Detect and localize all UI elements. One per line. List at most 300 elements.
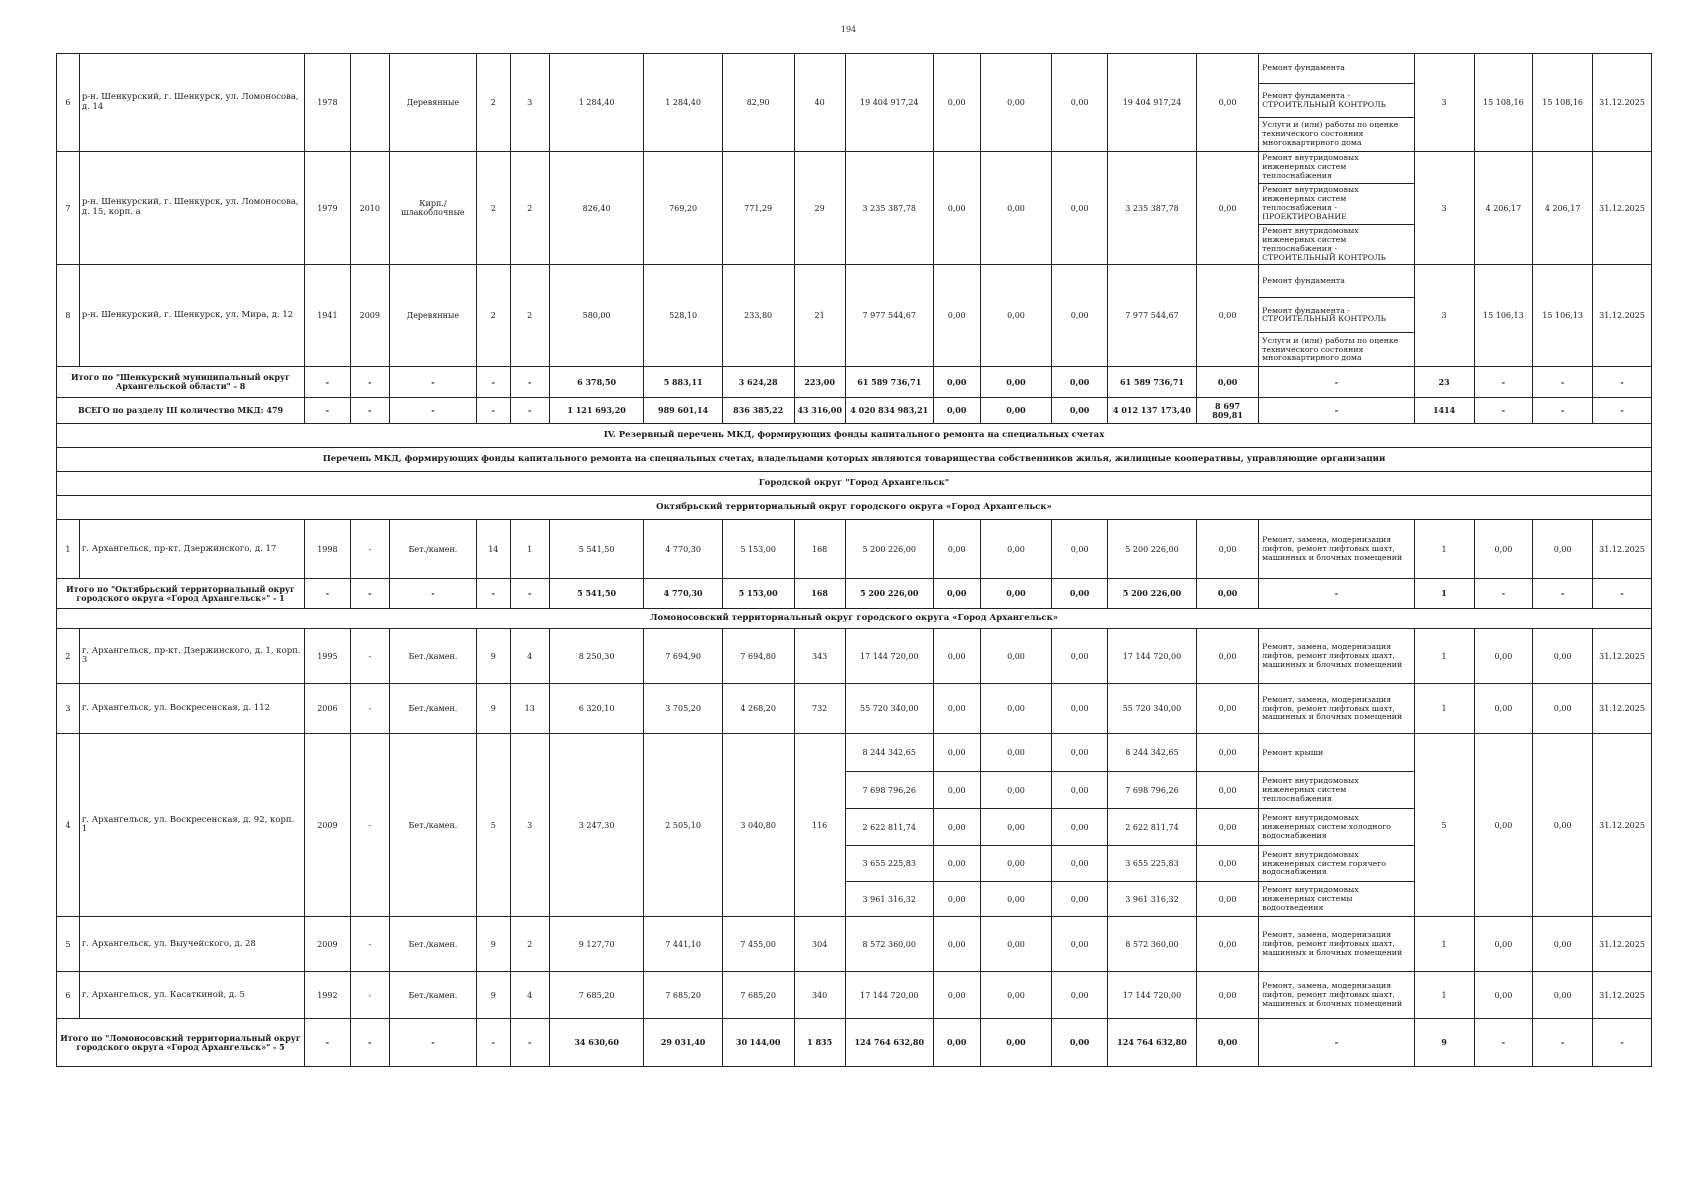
area-living-cell: 29 031,40 — [644, 1019, 722, 1067]
cost-other-cell: 0,00 — [1197, 972, 1259, 1019]
deadline-cell: 31.12.2025 — [1593, 972, 1652, 1019]
cost-local-cell: 0,00 — [1052, 846, 1107, 882]
wall-material-cell: Бет./камен. — [389, 684, 476, 734]
table-row — [57, 265, 1652, 298]
subtotal-label: Итого по "Шенкурский муниципальный округ Архангельской области" - 8 — [57, 367, 305, 398]
dash-cell: - — [1474, 579, 1533, 609]
dash-cell: - — [1474, 1019, 1533, 1067]
dash-cell: - — [510, 398, 549, 424]
unit-cost-max-cell: 4 206,17 — [1533, 152, 1593, 265]
section-heading: IV. Резервный перечень МКД, формирующих фонды капитального ремонта на специальных счетах — [57, 424, 1652, 448]
cost-owners-cell: 17 144 720,00 — [1107, 629, 1196, 684]
cost-fund-cell: 0,00 — [933, 152, 980, 265]
cost-other-cell: 0,00 — [1197, 629, 1259, 684]
residents-cell: 168 — [794, 520, 845, 579]
unit-cost-cell: 0,00 — [1474, 972, 1533, 1019]
residents-cell: 1 835 — [794, 1019, 845, 1067]
cost-fund-cell: 0,00 — [933, 265, 980, 367]
cost-total-cell: 61 589 736,71 — [845, 367, 933, 398]
cost-budget-cell: 0,00 — [980, 772, 1052, 809]
count-cell: 1 — [1414, 629, 1474, 684]
cost-fund-cell: 0,00 — [933, 684, 980, 734]
cost-budget-cell: 0,00 — [980, 1019, 1052, 1067]
area-total-cell: 34 630,60 — [549, 1019, 644, 1067]
entrances-cell: 1 — [510, 520, 549, 579]
area-residential-cell: 4 268,20 — [722, 684, 794, 734]
address-cell: г. Архангельск, ул. Касаткиной, д. 5 — [79, 972, 304, 1019]
cost-owners-cell: 8 244 342,65 — [1107, 734, 1196, 772]
dash-cell: - — [476, 1019, 510, 1067]
dash-cell: - — [350, 398, 389, 424]
unit-cost-cell: 0,00 — [1474, 629, 1533, 684]
cost-budget-cell: 0,00 — [980, 520, 1052, 579]
wall-material-cell: Кирп./шлакоблочные — [389, 152, 476, 265]
page-number: 194 — [840, 25, 857, 34]
cost-budget-cell: 0,00 — [980, 265, 1052, 367]
cost-local-cell: 0,00 — [1052, 367, 1107, 398]
residents-cell: 116 — [794, 734, 845, 917]
unit-cost-max-cell: 15 106,13 — [1533, 265, 1593, 367]
table-row — [57, 972, 1652, 1019]
cost-total-cell: 5 200 226,00 — [845, 579, 933, 609]
work-type-cell: Услуги и (или) работы по оценке технического состояния многоквартирного дома — [1259, 118, 1415, 152]
area-total-cell: 3 247,30 — [549, 734, 644, 917]
dash-cell: - — [1533, 1019, 1593, 1067]
unit-cost-cell: 0,00 — [1474, 520, 1533, 579]
unit-cost-max-cell: 0,00 — [1533, 734, 1593, 917]
table-row — [57, 520, 1652, 579]
cost-fund-cell: 0,00 — [933, 809, 980, 846]
cost-fund-cell: 0,00 — [933, 917, 980, 972]
area-living-cell: 4 770,30 — [644, 520, 722, 579]
cost-owners-cell: 8 572 360,00 — [1107, 917, 1196, 972]
address-cell: г. Архангельск, ул. Воскресенская, д. 92, корп. 1 — [79, 734, 304, 917]
cost-fund-cell: 0,00 — [933, 1019, 980, 1067]
area-residential-cell: 5 153,00 — [722, 579, 794, 609]
residents-cell: 43 316,00 — [794, 398, 845, 424]
cost-other-cell: 0,00 — [1197, 520, 1259, 579]
address-cell: г. Архангельск, ул. Воскресенская, д. 112 — [79, 684, 304, 734]
year-overhaul-cell: 2010 — [350, 152, 389, 265]
area-residential-cell: 771,29 — [722, 152, 794, 265]
table-row — [57, 734, 1652, 772]
year-built-cell: 1979 — [305, 152, 351, 265]
work-type-cell: Ремонт крыши — [1259, 734, 1415, 772]
cost-total-cell: 3 235 387,78 — [845, 152, 933, 265]
dash-cell: - — [1533, 367, 1593, 398]
residents-cell: 732 — [794, 684, 845, 734]
residents-cell: 343 — [794, 629, 845, 684]
row-number: 3 — [57, 684, 80, 734]
dash-cell: - — [510, 367, 549, 398]
district-heading: Ломоносовский территориальный округ городского округа «Город Архангельск» — [57, 609, 1652, 629]
unit-cost-cell: 0,00 — [1474, 684, 1533, 734]
cost-fund-cell: 0,00 — [933, 579, 980, 609]
year-built-cell: 2009 — [305, 734, 351, 917]
cost-local-cell: 0,00 — [1052, 520, 1107, 579]
cost-local-cell: 0,00 — [1052, 882, 1107, 917]
entrances-cell: 4 — [510, 629, 549, 684]
area-living-cell: 3 705,20 — [644, 684, 722, 734]
area-total-cell: 5 541,50 — [549, 579, 644, 609]
cost-fund-cell: 0,00 — [933, 772, 980, 809]
subtotal-row — [57, 1019, 1652, 1067]
cost-local-cell: 0,00 — [1052, 579, 1107, 609]
wall-material-cell: Деревянные — [389, 54, 476, 152]
floors-cell: 2 — [476, 54, 510, 152]
area-total-cell: 6 320,10 — [549, 684, 644, 734]
area-total-cell: 580,00 — [549, 265, 644, 367]
cost-local-cell: 0,00 — [1052, 917, 1107, 972]
dash-cell: - — [1593, 398, 1652, 424]
entrances-cell: 2 — [510, 265, 549, 367]
cost-local-cell: 0,00 — [1052, 152, 1107, 265]
cost-other-cell: 8 697 809,81 — [1197, 398, 1259, 424]
capital-repair-table — [56, 53, 1652, 1067]
year-built-cell: 1998 — [305, 520, 351, 579]
wall-material-cell: Бет./камен. — [389, 917, 476, 972]
work-type-cell: Ремонт фундамента — [1259, 265, 1415, 298]
deadline-cell: 31.12.2025 — [1593, 265, 1652, 367]
dash-cell: - — [1259, 1019, 1415, 1067]
area-living-cell: 1 284,40 — [644, 54, 722, 152]
count-cell: 23 — [1414, 367, 1474, 398]
unit-cost-max-cell: 0,00 — [1533, 520, 1593, 579]
deadline-cell: 31.12.2025 — [1593, 917, 1652, 972]
work-type-cell: Услуги и (или) работы по оценке технического состояния многоквартирного дома — [1259, 333, 1415, 367]
dash-cell: - — [476, 579, 510, 609]
wall-material-cell: Бет./камен. — [389, 734, 476, 917]
cost-total-cell: 2 622 811,74 — [845, 809, 933, 846]
dash-cell: - — [1259, 367, 1415, 398]
residents-cell: 223,00 — [794, 367, 845, 398]
address-cell: г. Архангельск, ул. Выучейского, д. 28 — [79, 917, 304, 972]
unit-cost-max-cell: 0,00 — [1533, 917, 1593, 972]
dash-cell: - — [1593, 579, 1652, 609]
unit-cost-max-cell: 0,00 — [1533, 684, 1593, 734]
cost-fund-cell: 0,00 — [933, 846, 980, 882]
dash-cell: - — [1259, 398, 1415, 424]
cost-local-cell: 0,00 — [1052, 809, 1107, 846]
dash-cell: - — [476, 398, 510, 424]
area-total-cell: 5 541,50 — [549, 520, 644, 579]
area-residential-cell: 3 624,28 — [722, 367, 794, 398]
year-overhaul-cell: 2009 — [350, 265, 389, 367]
cost-total-cell: 5 200 226,00 — [845, 520, 933, 579]
row-number: 8 — [57, 265, 80, 367]
dash-cell: - — [305, 579, 351, 609]
deadline-cell: 31.12.2025 — [1593, 520, 1652, 579]
table-row — [57, 684, 1652, 734]
work-type-cell: Ремонт, замена, модернизация лифтов, ремонт лифтовых шахт, машинных и блочных помещений — [1259, 917, 1415, 972]
dash-cell: - — [1533, 398, 1593, 424]
year-built-cell: 1978 — [305, 54, 351, 152]
cost-other-cell: 0,00 — [1197, 734, 1259, 772]
count-cell: 5 — [1414, 734, 1474, 917]
year-overhaul-cell: - — [350, 520, 389, 579]
address-cell: р-н. Шенкурский, г. Шенкурск, ул. Ломоносова, д. 15, корп. а — [79, 152, 304, 265]
wall-material-cell: Бет./камен. — [389, 520, 476, 579]
cost-local-cell: 0,00 — [1052, 1019, 1107, 1067]
cost-budget-cell: 0,00 — [980, 367, 1052, 398]
address-cell: р-н. Шенкурский, г. Шенкурск, ул. Ломоносова, д. 14 — [79, 54, 304, 152]
floors-cell: 5 — [476, 734, 510, 917]
cost-fund-cell: 0,00 — [933, 629, 980, 684]
dash-cell: - — [510, 1019, 549, 1067]
dash-cell: - — [305, 1019, 351, 1067]
cost-owners-cell: 61 589 736,71 — [1107, 367, 1196, 398]
row-number: 7 — [57, 152, 80, 265]
residents-cell: 168 — [794, 579, 845, 609]
dash-cell: - — [1259, 579, 1415, 609]
area-total-cell: 1 284,40 — [549, 54, 644, 152]
cost-budget-cell: 0,00 — [980, 972, 1052, 1019]
cost-owners-cell: 5 200 226,00 — [1107, 579, 1196, 609]
unit-cost-max-cell: 0,00 — [1533, 629, 1593, 684]
cost-local-cell: 0,00 — [1052, 54, 1107, 152]
area-residential-cell: 7 694,80 — [722, 629, 794, 684]
address-cell: р-н. Шенкурский, г. Шенкурск, ул. Мира, д. 12 — [79, 265, 304, 367]
dash-cell: - — [476, 367, 510, 398]
area-living-cell: 769,20 — [644, 152, 722, 265]
area-residential-cell: 7 685,20 — [722, 972, 794, 1019]
dash-cell: - — [389, 1019, 476, 1067]
section-heading-row — [57, 424, 1652, 448]
year-built-cell: 1941 — [305, 265, 351, 367]
work-type-cell: Ремонт внутридомовых инженерных систем теплоснабжения - СТРОИТЕЛЬНЫЙ КОНТРОЛЬ — [1259, 224, 1415, 265]
subtotal-row — [57, 367, 1652, 398]
city-heading-row — [57, 472, 1652, 496]
cost-total-cell: 3 655 225,83 — [845, 846, 933, 882]
area-living-cell: 4 770,30 — [644, 579, 722, 609]
work-type-cell: Ремонт внутридомовых инженерных системы водоотведения — [1259, 882, 1415, 917]
work-type-cell: Ремонт, замена, модернизация лифтов, ремонт лифтовых шахт, машинных и блочных помещений — [1259, 684, 1415, 734]
row-number: 6 — [57, 54, 80, 152]
dash-cell: - — [350, 579, 389, 609]
cost-fund-cell: 0,00 — [933, 882, 980, 917]
area-total-cell: 9 127,70 — [549, 917, 644, 972]
cost-budget-cell: 0,00 — [980, 846, 1052, 882]
area-total-cell: 6 378,50 — [549, 367, 644, 398]
area-living-cell: 7 694,90 — [644, 629, 722, 684]
dash-cell: - — [389, 398, 476, 424]
cost-total-cell: 7 698 796,26 — [845, 772, 933, 809]
cost-budget-cell: 0,00 — [980, 684, 1052, 734]
area-total-cell: 826,40 — [549, 152, 644, 265]
cost-local-cell: 0,00 — [1052, 684, 1107, 734]
dash-cell: - — [389, 367, 476, 398]
unit-cost-cell: 4 206,17 — [1474, 152, 1533, 265]
cost-budget-cell: 0,00 — [980, 809, 1052, 846]
count-cell: 9 — [1414, 1019, 1474, 1067]
cost-owners-cell: 4 012 137 173,40 — [1107, 398, 1196, 424]
unit-cost-cell: 15 108,16 — [1474, 54, 1533, 152]
floors-cell: 9 — [476, 684, 510, 734]
year-overhaul-cell: - — [350, 629, 389, 684]
cost-other-cell: 0,00 — [1197, 152, 1259, 265]
district-heading: Октябрьский территориальный округ городского округа «Город Архангельск» — [57, 496, 1652, 520]
area-total-cell: 8 250,30 — [549, 629, 644, 684]
cost-other-cell: 0,00 — [1197, 684, 1259, 734]
cost-other-cell: 0,00 — [1197, 367, 1259, 398]
cost-fund-cell: 0,00 — [933, 520, 980, 579]
table-row — [57, 54, 1652, 84]
year-overhaul-cell: - — [350, 972, 389, 1019]
unit-cost-max-cell: 15 108,16 — [1533, 54, 1593, 152]
row-number: 4 — [57, 734, 80, 917]
unit-cost-max-cell: 0,00 — [1533, 972, 1593, 1019]
unit-cost-cell: 15 106,13 — [1474, 265, 1533, 367]
cost-total-cell: 8 244 342,65 — [845, 734, 933, 772]
section-total-row — [57, 398, 1652, 424]
year-built-cell: 2006 — [305, 684, 351, 734]
cost-owners-cell: 19 404 917,24 — [1107, 54, 1196, 152]
area-residential-cell: 836 385,22 — [722, 398, 794, 424]
entrances-cell: 3 — [510, 54, 549, 152]
year-overhaul-cell — [350, 54, 389, 152]
work-type-cell: Ремонт фундамента - СТРОИТЕЛЬНЫЙ КОНТРОЛЬ — [1259, 84, 1415, 118]
cost-total-cell: 4 020 834 983,21 — [845, 398, 933, 424]
table-row — [57, 152, 1652, 184]
cost-budget-cell: 0,00 — [980, 629, 1052, 684]
dash-cell: - — [1474, 398, 1533, 424]
wall-material-cell: Бет./камен. — [389, 629, 476, 684]
entrances-cell: 2 — [510, 152, 549, 265]
cost-local-cell: 0,00 — [1052, 398, 1107, 424]
cost-local-cell: 0,00 — [1052, 972, 1107, 1019]
count-cell: 1 — [1414, 520, 1474, 579]
section-total-label: ВСЕГО по разделу III количество МКД: 479 — [57, 398, 305, 424]
address-cell: г. Архангельск, пр-кт. Дзержинского, д. 17 — [79, 520, 304, 579]
year-overhaul-cell: - — [350, 917, 389, 972]
subtotal-label: Итого по "Октябрьский территориальный округ городского округа «Город Архангельск»" - 1 — [57, 579, 305, 609]
list-heading: Перечень МКД, формирующих фонды капитального ремонта на специальных счетах, владельцами которых являются товарищества собственников жилья, жилищные кооперативы, управляющие организации — [57, 448, 1652, 472]
year-built-cell: 2009 — [305, 917, 351, 972]
cost-other-cell: 0,00 — [1197, 917, 1259, 972]
cost-owners-cell: 7 977 544,67 — [1107, 265, 1196, 367]
count-cell: 1 — [1414, 917, 1474, 972]
city-heading: Городской округ "Город Архангельск" — [57, 472, 1652, 496]
row-number: 1 — [57, 520, 80, 579]
count-cell: 3 — [1414, 265, 1474, 367]
cost-other-cell: 0,00 — [1197, 1019, 1259, 1067]
cost-total-cell: 55 720 340,00 — [845, 684, 933, 734]
year-built-cell: 1992 — [305, 972, 351, 1019]
cost-total-cell: 19 404 917,24 — [845, 54, 933, 152]
cost-owners-cell: 3 235 387,78 — [1107, 152, 1196, 265]
cost-fund-cell: 0,00 — [933, 972, 980, 1019]
area-residential-cell: 82,90 — [722, 54, 794, 152]
residents-cell: 40 — [794, 54, 845, 152]
work-type-cell: Ремонт внутридомовых инженерных систем теплоснабжения — [1259, 772, 1415, 809]
entrances-cell: 4 — [510, 972, 549, 1019]
dash-cell: - — [389, 579, 476, 609]
floors-cell: 9 — [476, 629, 510, 684]
work-type-cell: Ремонт внутридомовых инженерных систем холодного водоснабжения — [1259, 809, 1415, 846]
floors-cell: 9 — [476, 917, 510, 972]
area-residential-cell: 5 153,00 — [722, 520, 794, 579]
cost-owners-cell: 3 961 316,32 — [1107, 882, 1196, 917]
cost-total-cell: 124 764 632,80 — [845, 1019, 933, 1067]
cost-local-cell: 0,00 — [1052, 265, 1107, 367]
table-row — [57, 917, 1652, 972]
residents-cell: 29 — [794, 152, 845, 265]
cost-budget-cell: 0,00 — [980, 734, 1052, 772]
count-cell: 1 — [1414, 579, 1474, 609]
cost-total-cell: 17 144 720,00 — [845, 629, 933, 684]
cost-fund-cell: 0,00 — [933, 367, 980, 398]
work-type-cell: Ремонт, замена, модернизация лифтов, ремонт лифтовых шахт, машинных и блочных помещений — [1259, 972, 1415, 1019]
cost-local-cell: 0,00 — [1052, 772, 1107, 809]
year-overhaul-cell: - — [350, 734, 389, 917]
cost-budget-cell: 0,00 — [980, 54, 1052, 152]
cost-budget-cell: 0,00 — [980, 917, 1052, 972]
work-type-cell: Ремонт, замена, модернизация лифтов, ремонт лифтовых шахт, машинных и блочных помещений — [1259, 520, 1415, 579]
subtotal-row — [57, 579, 1652, 609]
deadline-cell: 31.12.2025 — [1593, 152, 1652, 265]
wall-material-cell: Бет./камен. — [389, 972, 476, 1019]
work-type-cell: Ремонт внутридомовых инженерных систем теплоснабжения - ПРОЕКТИРОВАНИЕ — [1259, 183, 1415, 224]
residents-cell: 304 — [794, 917, 845, 972]
cost-owners-cell: 17 144 720,00 — [1107, 972, 1196, 1019]
count-cell: 1414 — [1414, 398, 1474, 424]
cost-budget-cell: 0,00 — [980, 152, 1052, 265]
area-living-cell: 7 685,20 — [644, 972, 722, 1019]
cost-owners-cell: 55 720 340,00 — [1107, 684, 1196, 734]
district-heading-row — [57, 496, 1652, 520]
floors-cell: 2 — [476, 265, 510, 367]
floors-cell: 14 — [476, 520, 510, 579]
wall-material-cell: Деревянные — [389, 265, 476, 367]
count-cell: 3 — [1414, 152, 1474, 265]
table-row — [57, 629, 1652, 684]
cost-other-cell: 0,00 — [1197, 772, 1259, 809]
cost-total-cell: 7 977 544,67 — [845, 265, 933, 367]
area-residential-cell: 7 455,00 — [722, 917, 794, 972]
row-number: 2 — [57, 629, 80, 684]
deadline-cell: 31.12.2025 — [1593, 54, 1652, 152]
count-cell: 3 — [1414, 54, 1474, 152]
unit-cost-cell: 0,00 — [1474, 917, 1533, 972]
cost-other-cell: 0,00 — [1197, 809, 1259, 846]
area-living-cell: 2 505,10 — [644, 734, 722, 917]
area-living-cell: 7 441,10 — [644, 917, 722, 972]
area-total-cell: 1 121 693,20 — [549, 398, 644, 424]
row-number: 5 — [57, 917, 80, 972]
area-residential-cell: 233,80 — [722, 265, 794, 367]
cost-other-cell: 0,00 — [1197, 882, 1259, 917]
cost-budget-cell: 0,00 — [980, 882, 1052, 917]
area-living-cell: 989 601,14 — [644, 398, 722, 424]
row-number: 6 — [57, 972, 80, 1019]
cost-budget-cell: 0,00 — [980, 398, 1052, 424]
work-type-cell: Ремонт, замена, модернизация лифтов, ремонт лифтовых шахт, машинных и блочных помещений — [1259, 629, 1415, 684]
dash-cell: - — [1533, 579, 1593, 609]
count-cell: 1 — [1414, 684, 1474, 734]
cost-fund-cell: 0,00 — [933, 398, 980, 424]
entrances-cell: 2 — [510, 917, 549, 972]
dash-cell: - — [1474, 367, 1533, 398]
cost-total-cell: 8 572 360,00 — [845, 917, 933, 972]
cost-total-cell: 17 144 720,00 — [845, 972, 933, 1019]
work-type-cell: Ремонт фундамента - СТРОИТЕЛЬНЫЙ КОНТРОЛЬ — [1259, 298, 1415, 333]
floors-cell: 9 — [476, 972, 510, 1019]
cost-local-cell: 0,00 — [1052, 629, 1107, 684]
deadline-cell: 31.12.2025 — [1593, 684, 1652, 734]
residents-cell: 340 — [794, 972, 845, 1019]
address-cell: г. Архангельск, пр-кт. Дзержинского, д. 1, корп. 3 — [79, 629, 304, 684]
work-type-cell: Ремонт фундамента — [1259, 54, 1415, 84]
